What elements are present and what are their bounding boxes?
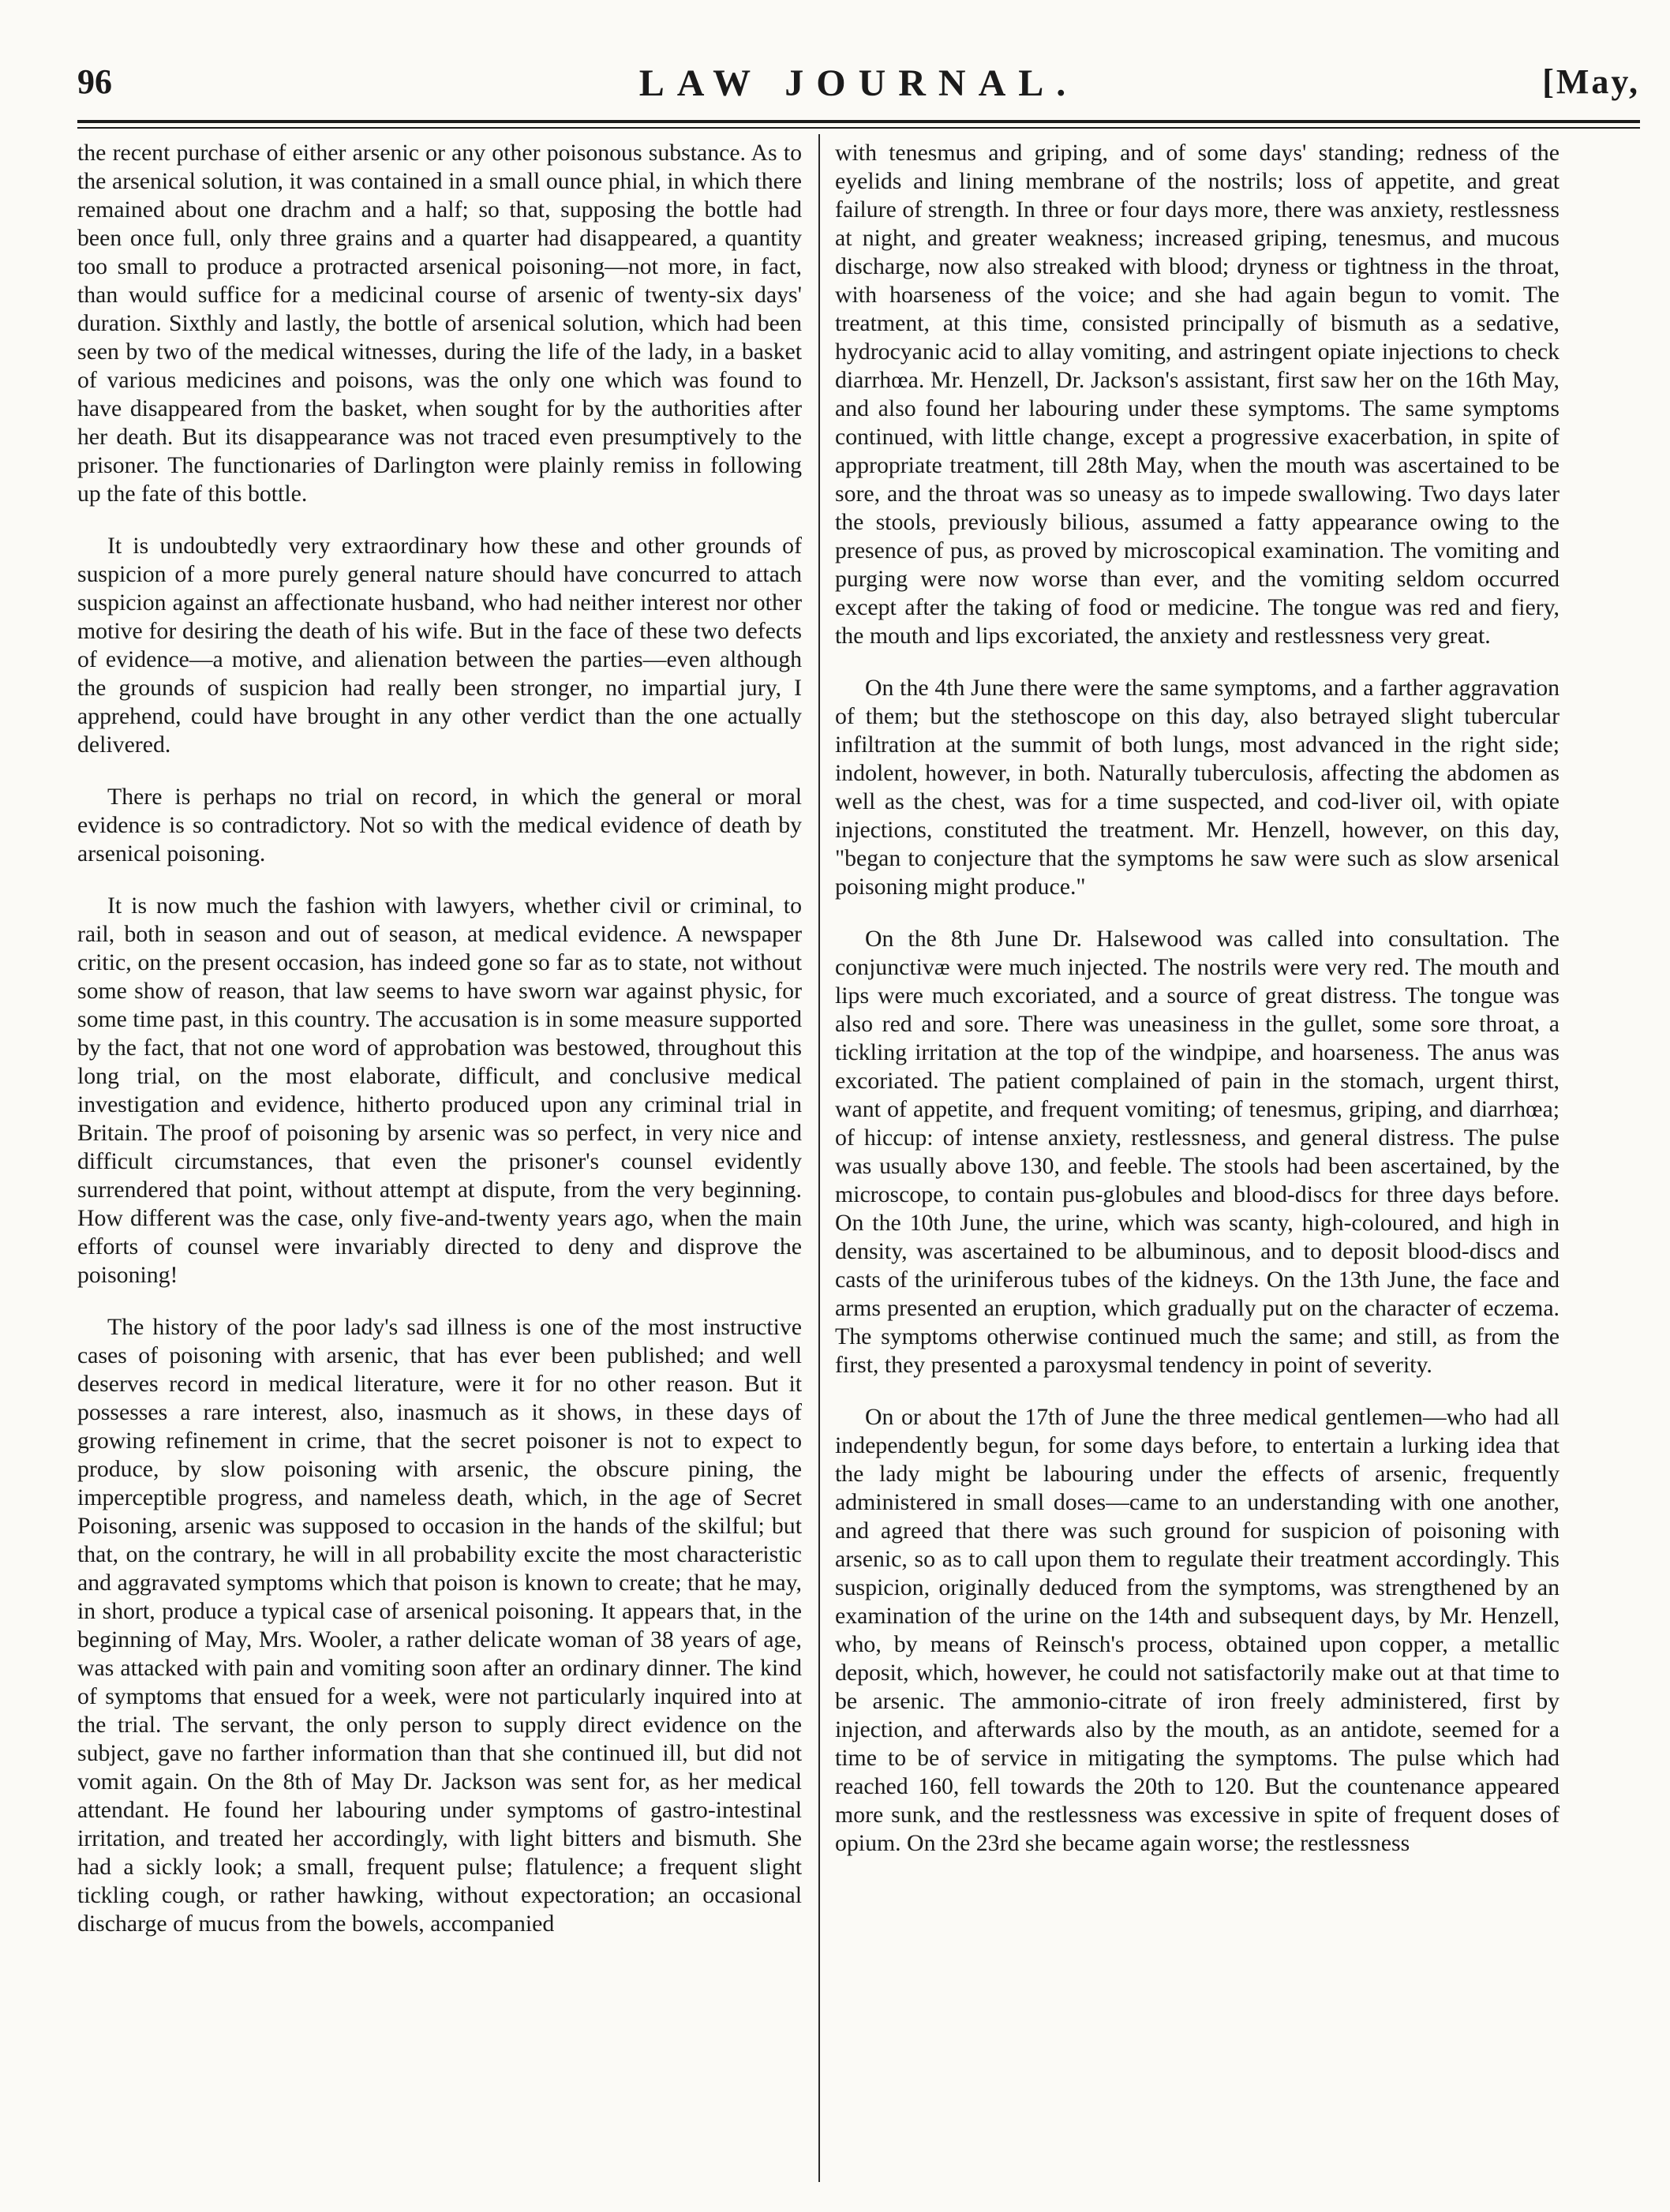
- journal-title: LAW JOURNAL.: [638, 62, 1079, 104]
- paragraph: It is undoubtedly very extraordinary how these and other grounds of suspicion of a more purely general nature should have concurred to attach suspicion against an affectionate husband, who had neither interest nor other motive for desiring the death of his wife. But in the face of these two defects of evidence—a motive, and alienation between the parties—even although the grounds of suspicion had really been stronger, no impartial jury, I apprehend, could have brought in any other verdict than the one actually delivered.: [77, 533, 802, 758]
- column-divider: [818, 134, 820, 2182]
- paragraph: The history of the poor lady's sad illness is one of the most instructive cases of poisoning with arsenic, that has ever been published; and well deserves record in medical literature, were it for no other reason. But it possesses a rare interest, also, inasmuch as it shows, in these days of growing refinement in crime, that the secret poisoner is not to expect to produce, by slow poisoning with arsenic, the obscure pining, the imperceptible progress, and nameless death, which, in the age of Secret Poisoning, arsenic was supposed to occasion in the hands of the skilful; but that, on the contrary, he will in all probability excite the most characteristic and aggravated symptoms which that poison is known to create; that he may, in short, produce a typical case of arsenical poisoning. It appears that, in the beginning of May, Mrs. Wooler, a rather delicate woman of 38 years of age, was attacked with pain and vomiting soon after an ordinary dinner. The kind of symptoms that ensued for a week, were not particularly inquired into at the trial. The servant, the only person to supply direct evidence on the subject, gave no farther information than that she continued ill, but did not vomit again. On the 8th of May Dr. Jackson was sent for, as her medical attendant. He found her labouring under symptoms of gastro-intestinal irritation, and treated her accordingly, with light bitters and bismuth. She had a sickly look; a small, frequent pulse; flatulence; a frequent slight tickling cough, or rather hawking, without expectoration; an occasional discharge of mucus from the bowels, accompanied: [77, 1314, 802, 1937]
- paragraph: the recent purchase of either arsenic or any other poisonous substance. As to the arsenical solution, it was contained in a small ounce phial, in which there remained about one drachm and a half; so that, supposing the bottle had been once full, only three grains and a quarter had disappeared, a quantity too small to produce a protracted arsenical poisoning—not more, in fact, than would suffice for a medicinal course of arsenic of twenty-six days' duration. Sixthly and lastly, the bottle of arsenical solution, which had been seen by two of the medical witnesses, during the life of the lady, in a basket of various medicines and poisons, was the only one which was found to have disappeared from the basket, when sought for by the authorities after her death. But its disappearance was not traced even presumptively to the prisoner. The functionaries of Darlington were plainly remiss in following up the fate of this bottle.: [77, 140, 802, 507]
- paragraph: It is now much the fashion with lawyers, whether civil or criminal, to rail, both in season and out of season, at medical evidence. A newspaper critic, on the present occasion, has indeed gone so far as to state, not without some show of reason, that law seems to have sworn war against physic, for some time past, in this country. The accusation is in some measure supported by the fact, that not one word of approbation was bestowed, throughout this long trial, on the most elaborate, difficult, and conclusive medical investigation and evidence, hitherto produced upon any criminal trial in Britain. The proof of poisoning by arsenic was so perfect, in very nice and difficult circumstances, that even the prisoner's counsel evidently surrendered that point, without attempt at dispute, from the very beginning. How different was the case, only five-and-twenty years ago, when the main efforts of counsel were invariably directed to deny and disprove the poisoning!: [77, 893, 802, 1288]
- paragraph: with tenesmus and griping, and of some days' standing; redness of the eyelids and lining membrane of the nostrils; loss of appetite, and great failure of strength. In three or four days more, there was anxiety, restlessness at night, and greater weakness; increased griping, tenesmus, and mucous discharge, now also streaked with blood; dryness or tightness in the throat, with hoarseness of the voice; and she had again begun to vomit. The treatment, at this time, consisted principally of bismuth as a sedative, hydrocyanic acid to allay vomiting, and astringent opiate injections to check diarrhœa. Mr. Henzell, Dr. Jackson's assistant, first saw her on the 16th May, and also found her labouring under these symptoms. The same symptoms continued, with little change, except a progressive exacerbation, in spite of appropriate treatment, till 28th May, when the mouth was ascertained to be sore, and the throat was so uneasy as to impede swallowing. Two days later the stools, previously bilious, assumed a fatty appearance owing to the presence of pus, as proved by microscopical examination. The vomiting and purging were now worse than ever, and the vomiting seldom occurred except after the taking of food or medicine. The tongue was red and fiery, the mouth and lips excoriated, the anxiety and restlessness very great.: [835, 140, 1560, 649]
- right-column: [835, 139, 1560, 2179]
- paragraph: On the 8th June Dr. Halsewood was called into consultation. The conjunctivæ were much injected. The nostrils were very red. The mouth and lips were much excoriated, and a source of great distress. The tongue was also red and sore. There was uneasiness in the gullet, some sore throat, a tickling irritation at the top of the windpipe, and hoarseness. The anus was excoriated. The patient complained of pain in the stomach, urgent thirst, want of appetite, and frequent vomiting; of tenesmus, griping, and diarrhœa; of hiccup: of intense anxiety, restlessness, and general distress. The pulse was usually above 130, and feeble. The stools had been ascertained, by the microscope, to contain pus-globules and blood-discs for three days before. On the 10th June, the urine, which was scanty, high-coloured, and high in density, was ascertained to be albuminous, and to deposit blood-discs and casts of the uriniferous tubes of the kidneys. On the 13th June, the face and arms presented an eruption, which gradually put on the character of eczema. The symptoms otherwise continued much the same; and still, as from the first, they presented a paroxysmal tendency in point of severity.: [835, 926, 1560, 1378]
- page-number: 96: [77, 62, 112, 101]
- paragraph: On the 4th June there were the same symptoms, and a farther aggravation of them; but the stethoscope on this day, also betrayed slight tubercular infiltration at the summit of both lungs, most advanced in the right side; indolent, however, in both. Naturally tuberculosis, affecting the abdomen as well as the chest, was for a time suspected, and cod-liver oil, with opiate injections, constituted the treatment. Mr. Henzell, however, on this day, "began to conjecture that the symptoms he saw were such as slow arsenical poisoning might produce.": [835, 675, 1560, 900]
- paragraph: On or about the 17th of June the three medical gentlemen—who had all independently begun, for some days before, to entertain a lurking idea that the lady might be labouring under the effects of arsenic, frequently administered in small doses—came to an understanding with one another, and agreed that there was such ground for suspicion of poisoning with arsenic, so as to call upon them to regulate their treatment accordingly. This suspicion, originally deduced from the symptoms, was strengthened by an examination of the urine on the 14th and subsequent days, by Mr. Henzell, who, by means of Reinsch's process, obtained upon copper, a metallic deposit, which, however, he could not satisfactorily make out at that time to be arsenic. The ammonio-citrate of iron freely administered, first by injection, and afterwards also by the mouth, as an antidote, seemed for a time to be of service in mitigating the symptoms. The pulse which had reached 160, fell towards the 20th to 120. But the countenance appeared more sunk, and the restlessness was excessive in spite of frequent doses of opium. On the 23rd she became again worse; the restlessness: [835, 1404, 1560, 1856]
- header-month: [May,: [1542, 62, 1640, 101]
- header-rule-thin: [77, 127, 1640, 129]
- paragraph: There is perhaps no trial on record, in which the general or moral evidence is so contradictory. Not so with the medical evidence of death by arsenical poisoning.: [77, 784, 802, 866]
- header-rule-thick: [77, 120, 1640, 123]
- left-column: [77, 139, 802, 2179]
- running-header: [77, 62, 1640, 122]
